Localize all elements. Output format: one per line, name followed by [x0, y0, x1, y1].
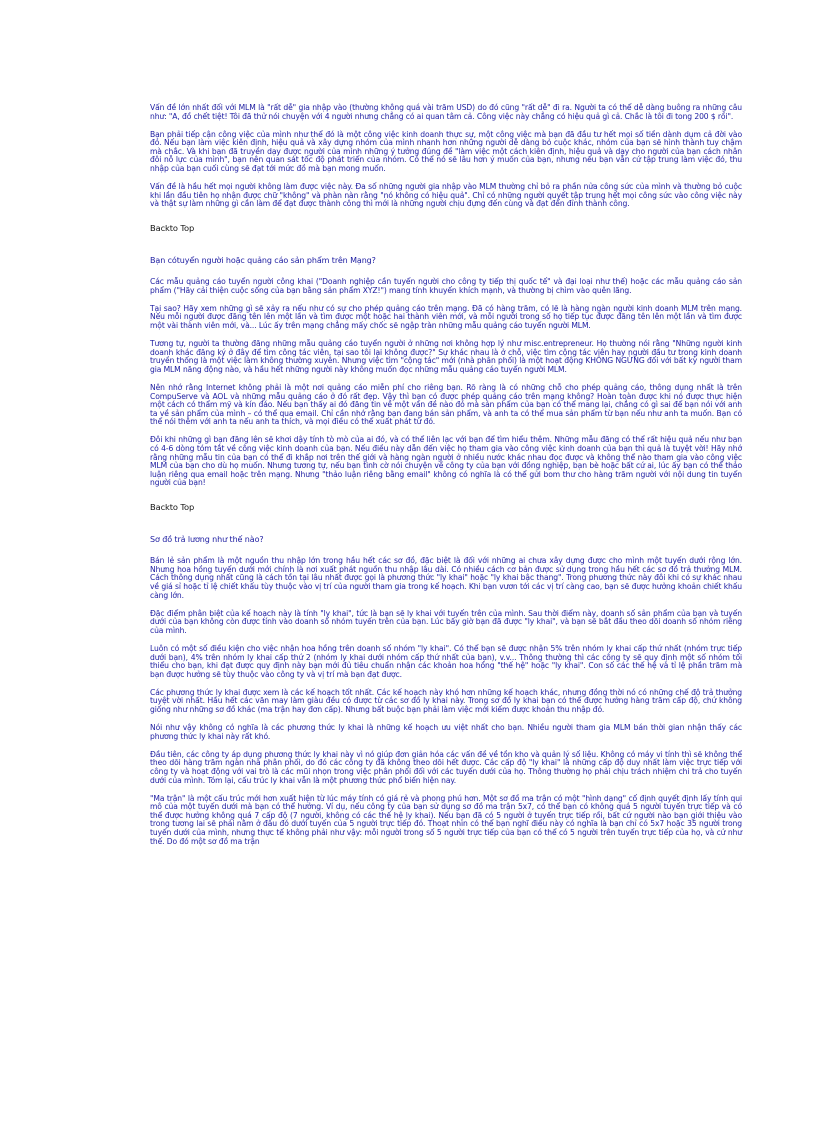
- section-heading: Bạn cótuyển người hoặc quảng cáo sản phẩm trên Mạng?: [150, 255, 376, 265]
- paragraph: Các phương thức ly khai được xem là các kế hoạch tốt nhất. Các kế hoạch này khó hơn những kế hoạch khác, nhưng đồng thời nó có những chế độ trả thưởng tuyệt vời nhất. Hầu hết các văn may làm giàu đều có được từ các sơ đồ ly khai này. Trong sơ đồ ly khai bạn có thể được hưởng hàng trăm cấp độ, chứ không giống như những sơ đồ khác (ma trận hay đơn cấp). Nhưng bất buộc bạn phải làm việc mới kiếm được khoản thu nhập đó.: [150, 687, 742, 714]
- paragraph: Vấn đề lớn nhất đối với MLM là "rất dễ" gia nhập vào (thường không quá vài trăm USD) do đó cũng "rất dễ" đi ra. Người ta có thể dễ dàng buông ra những câu như: "A, đồ chết tiệt! Tôi đã thử nói chuyện với 4 người nhưng chẳng có ai quan tâm cả. Công việc này chẳng có hiệu quả gì cả. Chắc là tôi đi tong 200 $ rồi".: [150, 103, 742, 121]
- paragraph: Vấn đề là hầu hết mọi người không làm được việc này. Đa số những người gia nhập vào MLM thường chỉ bỏ ra phần nửa công sức của mình và thường bỏ cuộc khi lần đầu tiên họ nhận được chữ "không" và phàn nàn rằng "nó không có hiệu quả". Chỉ có những người quyết tập trung hết mọi công sức vào công việc này và thật sự làm những gì cần làm để đạt được thành công thì mới là những người chịu đựng đến cùng và đạt đến đỉnh thành công.: [150, 182, 742, 209]
- paragraph: Đầu tiên, các công ty áp dụng phương thức ly khai này vì nó giúp đơn giản hóa các vấn đề về tồn kho và quản lý số liệu. Không có máy vi tính thì sẽ không thể theo dõi hàng trăm ngàn nhà phân phối, do đó các công ty đã không theo dõi hết được. Các cấp độ "ly khai" là những cấp độ duy nhất làm việc trực tiếp với công ty và hoạt động với vai trò là các mũi nhọn trong việc phân phối đối với các tuyến dưới của họ. Thông thường họ phải chịu trách nhiệm chi trả cho tuyến dưới của mình. Tóm lại, cấu trúc ly khai vẫn là một phương thức phổ biến hiện nay.: [150, 749, 742, 785]
- paragraph: "Ma trận" là một cấu trúc mới hơn xuất hiện từ lúc máy tính có giá rẻ và phong phú hơn. Một sơ đồ ma trận có một "hình dạng" cố định quyết định lấy tính qui mô của một tuyến dưới mà bạn có thể hưởng. Ví dụ, nếu công ty của bạn sử dụng sơ đồ ma trận 5x7, có thể bạn có không quá 5 người tuyến trực tiếp và có thể được hưởng không quá 7 cấp độ (7 người, không có các thế hệ ly khai). Nếu bạn đã có 5 người ở tuyến trực tiếp rồi, bất cứ người nào bạn giới thiệu vào trong tương lai sẽ phải nằm ở đâu đó dưới tuyến của 5 người trực tiếp đó. Thoạt nhìn có thể bạn nghĩ điều này có nghĩa là bạn chỉ có 5x7 hoặc 35 người trong tuyến dưới của mình, nhưng thực tế không phải như vậy: mỗi người trong số 5 người trực tiếp của bạn có thể có 5 người trên tuyến trực tiếp của họ, và cứ như thế. Do đó một sơ đồ ma trận: [150, 793, 742, 846]
- paragraph: Tương tự, người ta thường đăng những mẫu quảng cáo tuyển người ở những nơi không hợp lý như misc.entrepreneur. Họ thường nói rằng "Những người kinh doanh khác đăng ký ở đây để tìm công tác viên, tại sao tôi lại không được?" Sự khác nhau là ở chỗ, việc tìm cộng tác viên hay người đầu tư trong kinh doanh truyền thống là một việc làm không thường xuyên. Nhưng việc tìm "cộng tác" mới (nhà phân phối) là một hoạt động KHÔNG NGỪNG đối với bất kỳ người tham gia MLM năng động nào, và hầu hết những người này không muốn đọc những mẫu quảng cáo tuyển người MLM.: [150, 339, 742, 374]
- paragraph: Đôi khi những gì bạn đăng lên sẽ khơi dậy tính tò mò của ai đó, và có thể liên lạc với bạn để tìm hiểu thêm. Những mẫu đăng có thể rất hiệu quả nếu như bạn có 4-6 dòng tóm tắt về công việc kinh doanh của bạn. Nếu điều này dẫn đến việc họ tham gia vào công việc kinh doanh của bạn thì quả là tuyệt vời! Hãy nhớ rằng những mẫu tin của bạn có thể đi khắp nơi trên thế giới và hàng ngàn người ở nhiều nước khác nhau đọc được và không thể nào tham gia vào công việc MLM của bạn cho dù họ muốn. Nhưng tương tự, nếu bạn tình cờ nói chuyện về công ty của bạn với đồng nghiệp, bạn bè hoặc bất cứ ai, lúc ấy bạn có thể thảo luận riêng qua email hoặc trên mạng. Nhưng "thảo luận riêng bằng email" không có nghĩa là có thể gửi bom thư cho hàng trăm người với nội dung tin tuyển người của bạn!: [150, 435, 742, 488]
- paragraph: Bán lẻ sản phẩm là một nguồn thu nhập lớn trong hầu hết các sơ đồ, đặc biệt là đối với những ai chưa xây dựng được cho mình một tuyến dưới rộng lớn. Nhưng hoa hồng tuyến dưới mới chính là nơi xuất phát nguồn thu nhập lâu dài. Có nhiều cách cơ bản được sử dụng trong hầu hết các sơ đồ trả thưởng MLM. Cách thông dụng nhất cũng là cách tồn tại lâu nhất được gọi là phương thức "ly khai" hoặc "ly khai bậc thang". Trong phương thức này đôi khi có sự khác nhau về giá sỉ hoặc tỉ lệ chiết khấu tùy thuộc vào vị trí của người tham gia trong kế hoạch. Khi bạn vươn tới các vị trí càng cao, bạn sẽ được hưởng khoản chiết khấu càng lớn.: [150, 556, 742, 600]
- paragraph: Luôn có một số điều kiện cho việc nhận hoa hồng trên doanh số nhóm "ly khai". Có thể bạn sẽ được nhận 5% trên nhóm ly khai cấp thứ nhất (nhóm trực tiếp dưới bạn), 4% trên nhóm ly khai cấp thứ 2 (nhóm ly khai dưới nhóm cấp thứ nhất của bạn), v.v... Thông thường thì các công ty sẽ quy định một số nhóm tối thiểu cho bạn, khi đạt được quy định này bạn mới đủ tiêu chuẩn nhận các khoản hoa hồng "thế hệ" hoặc "ly khai". Con số các thế hệ và tỉ lệ phần trăm mà bạn được hưởng sẽ tùy thuộc vào công ty và vị trí mà bạn đạt được.: [150, 643, 742, 679]
- paragraph: Nói như vậy không có nghĩa là các phương thức ly khai là những kế hoạch ưu việt nhất cho bạn. Nhiều người tham gia MLM bán thời gian nhận thấy các phương thức ly khai này rất khó.: [150, 723, 742, 741]
- document-body: [150, 104, 742, 856]
- paragraph: Các mẫu quảng cáo tuyển người công khai ("Doanh nghiệp cần tuyển người cho công ty tiếp thị quốc tế" và đại loại như thế) hoặc các mẫu quảng cáo sản phẩm ("Hãy cải thiện cuộc sống của bạn bằng sản phẩm XYZ!") mang tính khuyến khích mạnh, và thường bị chìm vào quên lãng.: [150, 277, 742, 295]
- section-heading: Sơ đồ trả lương như thế nào?: [150, 534, 264, 544]
- paragraph: Nên nhớ rằng Internet không phải là một nơi quảng cáo miễn phí cho riêng bạn. Rõ ràng là có những chỗ cho phép quảng cáo, thông dụng nhất là trên CompuServe và AOL và những mẫu quảng cáo ở đó rất đẹp. Vậy thì bạn có được phép quảng cáo trên mạng không? Hoàn toàn được khi nó được thực hiện một cách có thẩm mỹ và kín đáo. Nếu bạn thấy ai đó đăng tin về một vấn đề nào đó mà sản phẩm của bạn có thể mang lại, chẳng có gì sai để bạn nói với anh ta về sản phẩm của mình – có thể qua email. Chỉ cần nhớ rằng bạn đang bán sản phẩm, và anh ta có thể mua sản phẩm từ bạn nếu như anh ta muốn. Bạn có thể nói thêm với anh ta nếu anh ta thích, và mọi điều có thể xuất phát từ đó.: [150, 382, 742, 427]
- paragraph: Tại sao? Hãy xem những gì sẽ xảy ra nếu như có sự cho phép quảng cáo trên mạng. Đã có hàng trăm, có lẽ là hàng ngàn người kinh doanh MLM trên mạng. Nếu mỗi người được đăng tên lên một lần và tìm được một hoặc hai thành viên mới, và mỗi người trong số họ tiếp tục được đăng tên lên một lần và tìm được một vài thành viên mới, và... Lúc ấy trên mạng chẳng mấy chốc sẽ ngập tràn những mẫu quảng cáo tuyển người MLM.: [150, 303, 742, 330]
- paragraph: Bạn phải tiếp cận công việc của mình như thể đó là một công việc kinh doanh thực sự, một công việc mà bạn đã đầu tư hết mọi số tiền dành dụm cả đời vào đó. Nếu bạn làm việc kiên định, hiệu quả và xây dựng nhóm của mình nhanh hơn những người dễ dàng bỏ cuộc khác, nhóm của bạn sẽ hình thành tuy chậm mà chắc. Và khi bạn đã truyền dạy được người của mình những ý tưởng đúng đề "làm việc một cách kiên định, hiệu quả và dạy cho người của bạn cách nhân đôi nỗ lực của mình", bạn nên quan sát tốc độ phát triển của nhóm. Có thể nó sẽ lâu hơn ý muốn của bạn, nhưng nếu bạn vẫn cứ tập trung làm việc đó, thu nhập của bạn cuối cùng sẽ đạt tới mức đồ mà bạn mong muốn.: [150, 129, 742, 174]
- back-to-top-link[interactable]: Backto Top: [150, 502, 195, 512]
- back-to-top-link[interactable]: Backto Top: [150, 222, 195, 233]
- paragraph: Đặc điểm phân biệt của kế hoạch này là tính "ly khai", tức là bạn sẽ ly khai với tuyến trên của mình. Sau thời điểm này, doanh số sản phẩm của bạn và tuyến dưới của bạn không còn được tính vào doanh số nhóm tuyến trên của bạn. Lúc bấy giờ bạn đã được "ly khai", và bạn sẽ bắt đầu theo dõi doanh số nhóm riêng của mình.: [150, 608, 742, 635]
